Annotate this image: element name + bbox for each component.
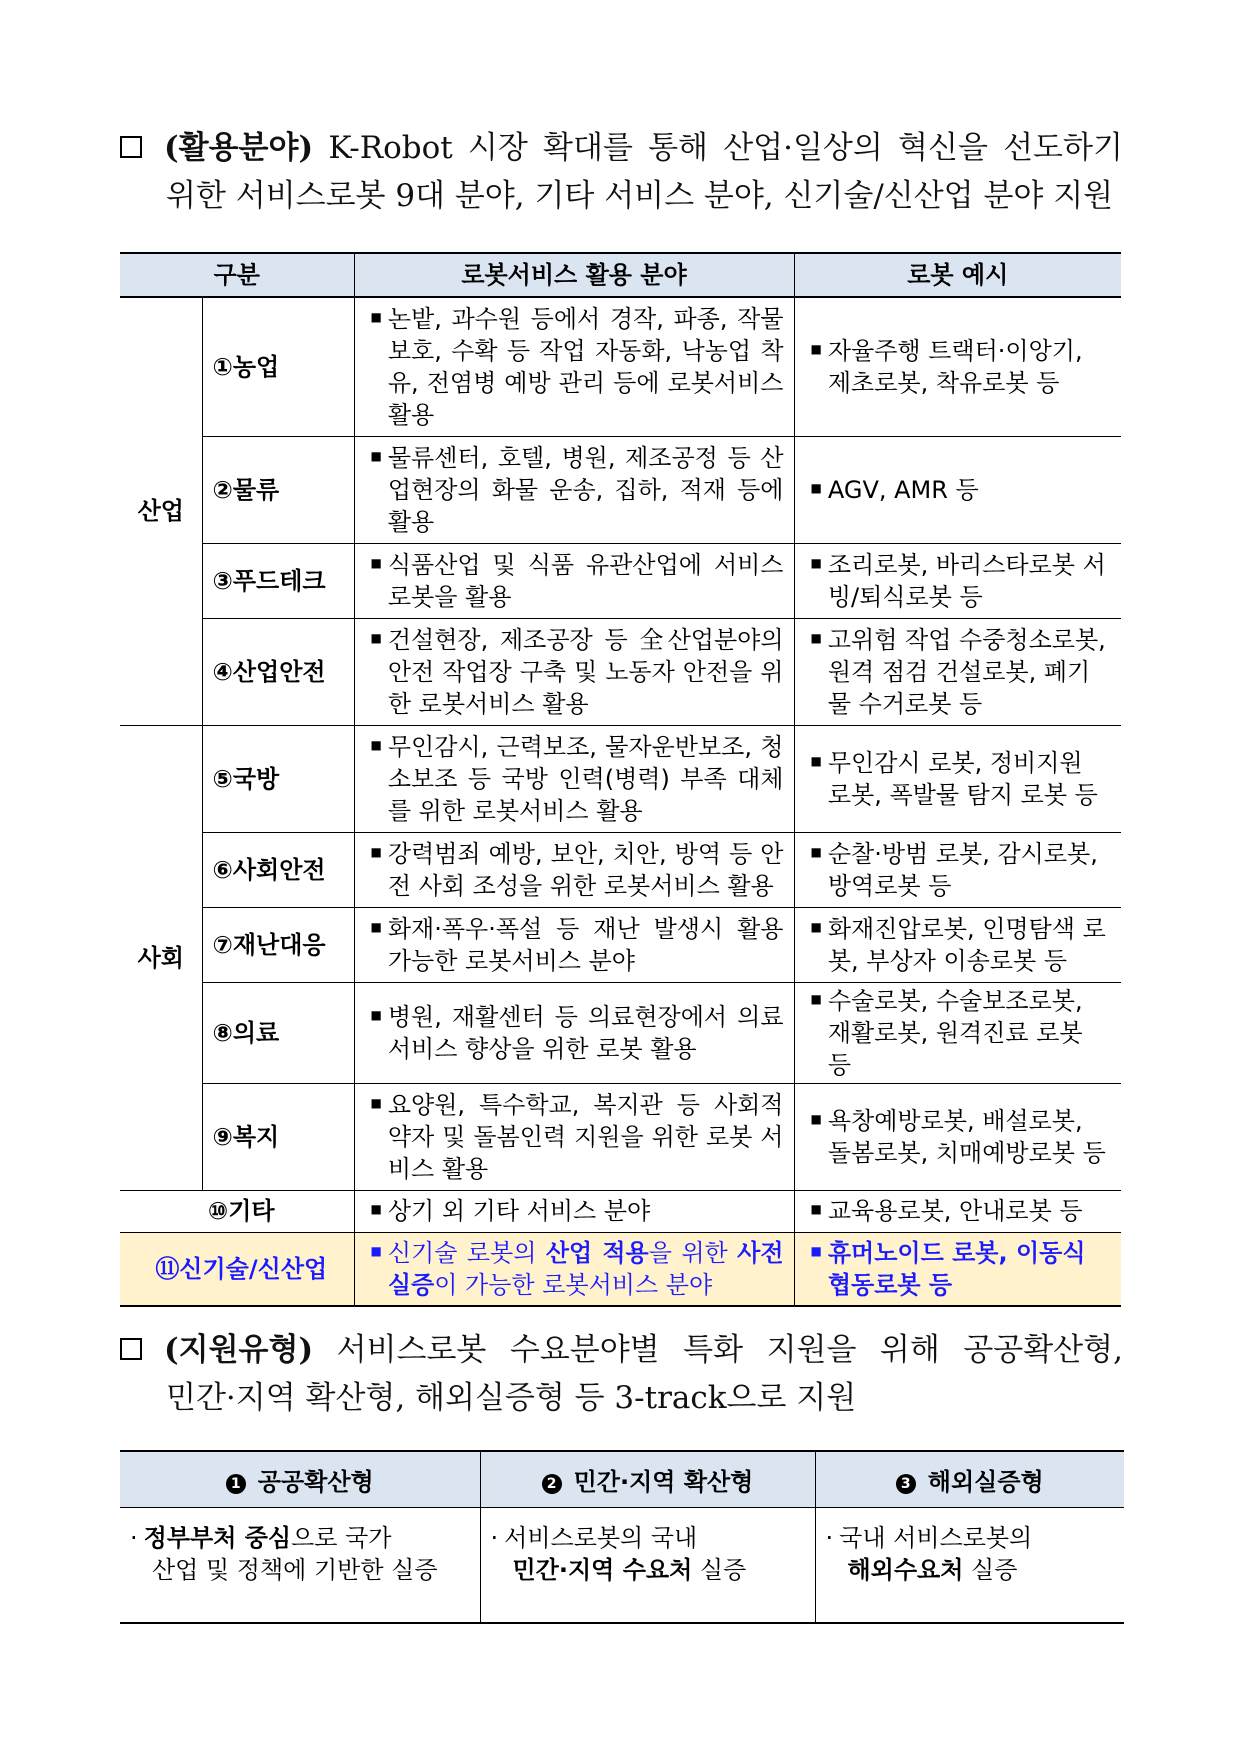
field-text: 병원, 재활센터 등 의료현장에서 의료서비스 향상을 위한 로봇 활용 xyxy=(387,1002,784,1063)
table-row xyxy=(120,907,1121,982)
example-text: AGV, AMR 등 xyxy=(827,475,979,504)
field-text: 상기 외 기타 서비스 분야 xyxy=(387,1197,651,1225)
example-text: 조리로봇, 바리스타로봇 서빙/퇴식로봇 등 xyxy=(827,550,1106,611)
support-types-table xyxy=(120,1450,1124,1624)
example-text: 수술로봇, 수술보조로봇, 재활로봇, 원격진료 로봇 등 xyxy=(827,986,1083,1079)
example-text: 고위험 작업 수중청소로봇, 원격 점검 건설로봇, 폐기물 수거로봇 등 xyxy=(827,625,1106,718)
bullet-square-icon: ■ xyxy=(370,919,382,934)
checkbox-square-icon xyxy=(120,1338,142,1360)
category-cell: ④산업안전 xyxy=(202,618,354,725)
example-text: 화재진압로봇, 인명탐색 로봇, 부상자 이송로봇 등 xyxy=(827,914,1106,975)
bullet-square-icon: ■ xyxy=(810,630,822,645)
example-text: 무인감시 로봇, 정비지원 로봇, 폭발물 탐지 로봇 등 xyxy=(827,748,1098,809)
bullet-square-icon: ■ xyxy=(810,1243,822,1258)
bullet-square-icon: ■ xyxy=(810,753,822,768)
field-text: 건설현장, 제조공장 등 全산업분야의 안전 작업장 구축 및 노동자 안전을 위한 로봇서비스 활용 xyxy=(387,625,784,718)
bullet-square-icon: ■ xyxy=(810,1202,822,1216)
section1-tag: (활용분야) xyxy=(164,130,314,166)
number-1-icon: 1 xyxy=(226,1474,246,1494)
example-text: 욕창예방로봇, 배설로봇, 돌봄로봇, 치매예방로봇 등 xyxy=(827,1106,1106,1167)
bullet-square-icon: ■ xyxy=(370,1202,382,1216)
bullet-square-icon: ■ xyxy=(810,991,822,1006)
public-cell: · 정부부처 중심으로 국가 산업 및 정책에 기반한 실증 xyxy=(120,1508,480,1624)
bullet-square-icon: ■ xyxy=(810,480,822,495)
field-text: 강력범죄 예방, 보안, 치안, 방역 등 안전 사회 조성을 위한 로봇서비스 활용 xyxy=(387,839,784,900)
bullet-square-icon: ■ xyxy=(370,448,382,463)
number-2-icon: 2 xyxy=(542,1474,562,1494)
category-cell: ⑦재난대응 xyxy=(202,907,354,982)
section2-heading xyxy=(120,1326,1123,1422)
table-row xyxy=(120,618,1121,725)
table-row xyxy=(120,832,1121,907)
category-cell: ⑧의료 xyxy=(202,982,354,1083)
section1-heading xyxy=(120,124,1123,220)
group-society: 사회 xyxy=(120,725,202,1190)
table-row-etc xyxy=(120,1190,1121,1232)
header-public: 1 공공확산형 xyxy=(120,1451,480,1508)
table-header-row xyxy=(120,253,1121,297)
table-row xyxy=(120,543,1121,618)
bullet-square-icon: ■ xyxy=(370,630,382,645)
table-row xyxy=(120,1083,1121,1190)
section1-line2: 위한 서비스로봇 9대 분야, 기타 서비스 분야, 신기술/신산업 분야 지원 xyxy=(166,178,1114,214)
category-cell: ⑪신기술/신산업 xyxy=(120,1232,354,1306)
example-text: 자율주행 트랙터·이앙기, 제초로봇, 착유로봇 등 xyxy=(827,336,1083,397)
category-cell: ⑥사회안전 xyxy=(202,832,354,907)
overseas-cell: · 국내 서비스로봇의 해외수요처 실증 xyxy=(815,1508,1124,1624)
bullet-square-icon: ■ xyxy=(370,1007,382,1022)
section2-tag: (지원유형) xyxy=(164,1332,314,1368)
category-cell: ②물류 xyxy=(202,436,354,543)
section2-line2: 민간·지역 확산형, 해외실증형 등 3-track으로 지원 xyxy=(166,1380,857,1416)
header-overseas: 3 해외실증형 xyxy=(815,1451,1124,1508)
robot-service-fields-table xyxy=(120,252,1121,1307)
table-row xyxy=(120,725,1121,832)
field-text: 요양원, 특수학교, 복지관 등 사회적 약자 및 돌봄인력 지원을 위한 로봇 서비스 활용 xyxy=(387,1090,784,1183)
private-regional-cell: · 서비스로봇의 국내 민간·지역 수요처 실증 xyxy=(480,1508,815,1624)
table-row xyxy=(120,1508,1124,1624)
group-industry: 산업 xyxy=(120,297,202,725)
number-3-icon: 3 xyxy=(896,1474,916,1494)
header-category: 구분 xyxy=(120,253,354,297)
bullet-square-icon: ■ xyxy=(370,1243,382,1258)
checkbox-square-icon xyxy=(120,136,142,158)
table-header-row xyxy=(120,1451,1124,1508)
field-text: 화재·폭우·폭설 등 재난 발생시 활용 가능한 로봇서비스 분야 xyxy=(387,914,784,975)
bullet-square-icon: ■ xyxy=(810,1111,822,1126)
bullet-square-icon: ■ xyxy=(810,844,822,859)
bullet-square-icon: ■ xyxy=(370,309,382,324)
bullet-square-icon: ■ xyxy=(370,844,382,859)
header-private-regional: 2 민간·지역 확산형 xyxy=(480,1451,815,1508)
header-example: 로봇 예시 xyxy=(794,253,1121,297)
table-row xyxy=(120,297,1121,436)
category-cell: ③푸드테크 xyxy=(202,543,354,618)
table-row xyxy=(120,436,1121,543)
header-field: 로봇서비스 활용 분야 xyxy=(354,253,794,297)
bullet-square-icon: ■ xyxy=(810,555,822,570)
field-text: 식품산업 및 식품 유관산업에 서비스 로봇을 활용 xyxy=(387,550,784,611)
table-row xyxy=(120,982,1121,1083)
field-text: 신기술 로봇의 산업 적용을 위한 사전실증이 가능한 로봇서비스 분야 xyxy=(387,1238,784,1299)
bullet-square-icon: ■ xyxy=(370,1095,382,1110)
bullet-square-icon: ■ xyxy=(370,555,382,570)
table-row-new-tech xyxy=(120,1232,1121,1306)
section1-line1: (활용분야) K-Robot 시장 확대를 통해 산업·일상의 혁신을 선도하기 xyxy=(120,124,1123,172)
category-cell: ⑩기타 xyxy=(120,1190,354,1232)
field-text: 물류센터, 호텔, 병원, 제조공정 등 산업현장의 화물 운송, 집하, 적재 등에 활용 xyxy=(387,443,784,536)
category-cell: ⑤국방 xyxy=(202,725,354,832)
bullet-square-icon: ■ xyxy=(810,341,822,356)
category-cell: ⑨복지 xyxy=(202,1083,354,1190)
category-cell: ①농업 xyxy=(202,297,354,436)
field-text: 논밭, 과수원 등에서 경작, 파종, 작물보호, 수확 등 작업 자동화, 낙농업 착유, 전염병 예방 관리 등에 로봇서비스 활용 xyxy=(387,304,784,429)
bullet-square-icon: ■ xyxy=(810,919,822,934)
example-text: 휴머노이드 로봇, 이동식 협동로봇 등 xyxy=(827,1238,1086,1299)
bullet-square-icon: ■ xyxy=(370,737,382,752)
section2-line1: (지원유형) 서비스로봇 수요분야별 특화 지원을 위해 공공확산형, xyxy=(120,1326,1123,1374)
example-text: 교육용로봇, 안내로봇 등 xyxy=(827,1197,1083,1225)
field-text: 무인감시, 근력보조, 물자운반보조, 청소보조 등 국방 인력(병력) 부족 대체를 위한 로봇서비스 활용 xyxy=(387,732,784,825)
example-text: 순찰·방범 로봇, 감시로봇, 방역로봇 등 xyxy=(827,839,1098,900)
